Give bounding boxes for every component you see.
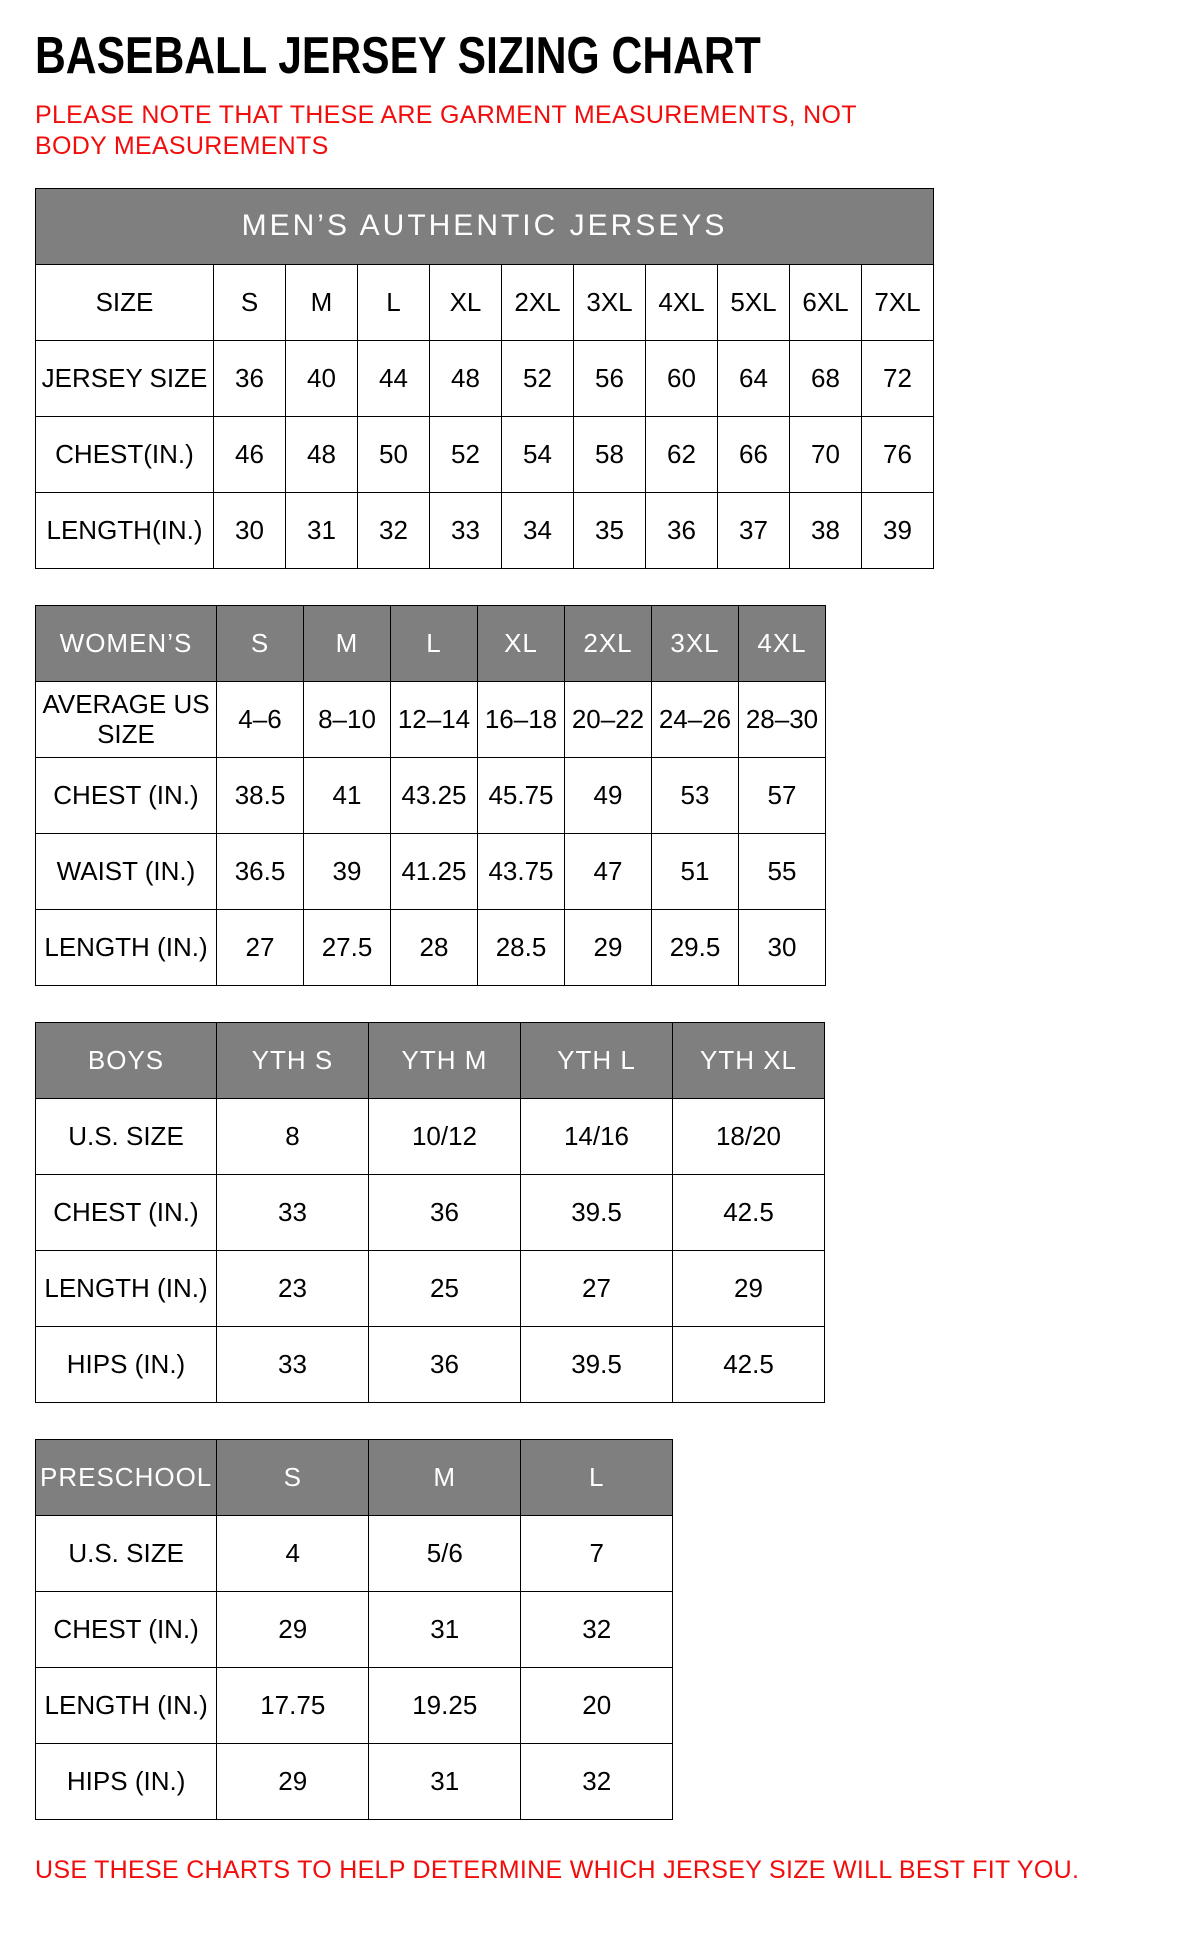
table-cell: 34 [502,493,574,569]
table-cell: 36 [214,341,286,417]
column-header: YTH S [217,1023,369,1099]
table-cell: 37 [718,493,790,569]
column-header: L [521,1440,673,1516]
table-row [36,1099,825,1175]
table-cell: 39 [862,493,934,569]
table-cell: 24–26 [652,682,739,758]
boys-sizing-table [35,1022,825,1403]
table-cell: 28 [391,910,478,986]
table-cell: 62 [646,417,718,493]
preschool-sizing-table [35,1439,673,1820]
table-cell: 7 [521,1516,673,1592]
table-cell: 18/20 [673,1099,825,1175]
table-cell: 32 [358,493,430,569]
table-cell: 36 [369,1327,521,1403]
table-cell: 17.75 [217,1668,369,1744]
row-label: U.S. SIZE [36,1516,217,1592]
table-cell: 52 [430,417,502,493]
table-cell: 58 [574,417,646,493]
table-row [36,758,826,834]
table-cell: 42.5 [673,1327,825,1403]
row-label: U.S. SIZE [36,1099,217,1175]
table-cell: 28–30 [739,682,826,758]
table-cell: 19.25 [369,1668,521,1744]
table-cell: 48 [430,341,502,417]
table-cell: XL [430,265,502,341]
table-cell: 68 [790,341,862,417]
column-header: 4XL [739,606,826,682]
table-cell: 28.5 [478,910,565,986]
mens-authentic-jerseys-table [35,188,934,569]
table-cell: 48 [286,417,358,493]
table-cell: 31 [369,1592,521,1668]
table-cell: 4XL [646,265,718,341]
table-cell: 33 [430,493,502,569]
row-label: HIPS (IN.) [36,1744,217,1820]
table-row [36,1592,673,1668]
table-cell: 29 [217,1592,369,1668]
table-row [36,910,826,986]
column-header: YTH XL [673,1023,825,1099]
table-row [36,834,826,910]
table-cell: 20 [521,1668,673,1744]
table-cell: 27 [521,1251,673,1327]
table-cell: 32 [521,1592,673,1668]
table-cell: 14/16 [521,1099,673,1175]
table-cell: 29.5 [652,910,739,986]
table-cell: 47 [565,834,652,910]
table-cell: 55 [739,834,826,910]
table-cell: 27.5 [304,910,391,986]
table-cell: 57 [739,758,826,834]
row-label: WAIST (IN.) [36,834,217,910]
table-cell: 54 [502,417,574,493]
page-title: BASEBALL JERSEY SIZING CHART [35,27,761,85]
table-row [36,1327,825,1403]
table-cell: 52 [502,341,574,417]
table-cell: 45.75 [478,758,565,834]
table-row [36,417,934,493]
row-label: AVERAGE US SIZE [36,682,217,758]
row-label: CHEST(IN.) [36,417,214,493]
row-label: JERSEY SIZE [36,341,214,417]
table-cell: 5/6 [369,1516,521,1592]
table-header-row [36,1440,673,1516]
table-cell: 44 [358,341,430,417]
table-cell: 76 [862,417,934,493]
table-cell: 23 [217,1251,369,1327]
table-cell: 39.5 [521,1327,673,1403]
table-row [36,682,826,758]
column-header: L [391,606,478,682]
table-cell: 27 [217,910,304,986]
table-header-row [36,606,826,682]
table-cell: 29 [673,1251,825,1327]
table-title-row [36,189,934,265]
column-header: XL [478,606,565,682]
column-header: 2XL [565,606,652,682]
table-cell: 56 [574,341,646,417]
table-cell: 12–14 [391,682,478,758]
table-cell: 42.5 [673,1175,825,1251]
table-cell: 49 [565,758,652,834]
row-label: SIZE [36,265,214,341]
table-cell: 32 [521,1744,673,1820]
table-cell: 31 [286,493,358,569]
table-cell: 29 [565,910,652,986]
row-label: LENGTH (IN.) [36,910,217,986]
table-row [36,341,934,417]
table-header-row [36,1023,825,1099]
table-cell: 40 [286,341,358,417]
table-row [36,1516,673,1592]
table-cell: 4–6 [217,682,304,758]
row-label: LENGTH (IN.) [36,1251,217,1327]
table-cell: 8–10 [304,682,391,758]
table-cell: 64 [718,341,790,417]
table-cell: 41 [304,758,391,834]
column-header: M [304,606,391,682]
table-cell: 43.25 [391,758,478,834]
table-cell: 39 [304,834,391,910]
table-cell: 33 [217,1175,369,1251]
womens-sizing-table [35,605,826,986]
column-header: YTH M [369,1023,521,1099]
row-label: CHEST (IN.) [36,1592,217,1668]
column-header: YTH L [521,1023,673,1099]
column-header: S [217,1440,369,1516]
table-row [36,1668,673,1744]
table-cell: 25 [369,1251,521,1327]
table-cell: 3XL [574,265,646,341]
table-cell: M [286,265,358,341]
table-cell: 29 [217,1744,369,1820]
table-cell: 16–18 [478,682,565,758]
row-label: HIPS (IN.) [36,1327,217,1403]
table-cell: 51 [652,834,739,910]
table-header-label: BOYS [36,1023,217,1099]
table-cell: 39.5 [521,1175,673,1251]
table-cell: 46 [214,417,286,493]
table-cell: 41.25 [391,834,478,910]
table-cell: 2XL [502,265,574,341]
row-label: CHEST (IN.) [36,758,217,834]
table-cell: 53 [652,758,739,834]
table-title: MEN’S AUTHENTIC JERSEYS [36,189,934,265]
column-header: S [217,606,304,682]
table-cell: 7XL [862,265,934,341]
table-cell: 30 [739,910,826,986]
table-cell: 31 [369,1744,521,1820]
row-label: LENGTH (IN.) [36,1668,217,1744]
table-cell: 6XL [790,265,862,341]
table-cell: 60 [646,341,718,417]
table-cell: 33 [217,1327,369,1403]
column-header: M [369,1440,521,1516]
table-cell: 35 [574,493,646,569]
table-row [36,1744,673,1820]
row-label: LENGTH(IN.) [36,493,214,569]
table-cell: 72 [862,341,934,417]
table-cell: 36.5 [217,834,304,910]
garment-measurements-note: PLEASE NOTE THAT THESE ARE GARMENT MEASUREMENTS, NOT BODY MEASUREMENTS [35,101,857,160]
table-cell: 38 [790,493,862,569]
table-row [36,1175,825,1251]
table-cell: 36 [646,493,718,569]
row-label: CHEST (IN.) [36,1175,217,1251]
table-cell: 20–22 [565,682,652,758]
table-cell: 70 [790,417,862,493]
table-cell: 10/12 [369,1099,521,1175]
table-cell: 30 [214,493,286,569]
table-header-label: PRESCHOOL [36,1440,217,1516]
table-cell: 5XL [718,265,790,341]
table-cell: S [214,265,286,341]
table-cell: 50 [358,417,430,493]
table-cell: 43.75 [478,834,565,910]
table-cell: L [358,265,430,341]
table-cell: 8 [217,1099,369,1175]
table-header-label: WOMEN’S [36,606,217,682]
fit-advice-footer: USE THESE CHARTS TO HELP DETERMINE WHICH JERSEY SIZE WILL BEST FIT YOU. [35,1856,1080,1884]
table-cell: 36 [369,1175,521,1251]
table-row [36,265,934,341]
table-cell: 66 [718,417,790,493]
table-row [36,493,934,569]
table-row [36,1251,825,1327]
table-cell: 38.5 [217,758,304,834]
column-header: 3XL [652,606,739,682]
table-cell: 4 [217,1516,369,1592]
